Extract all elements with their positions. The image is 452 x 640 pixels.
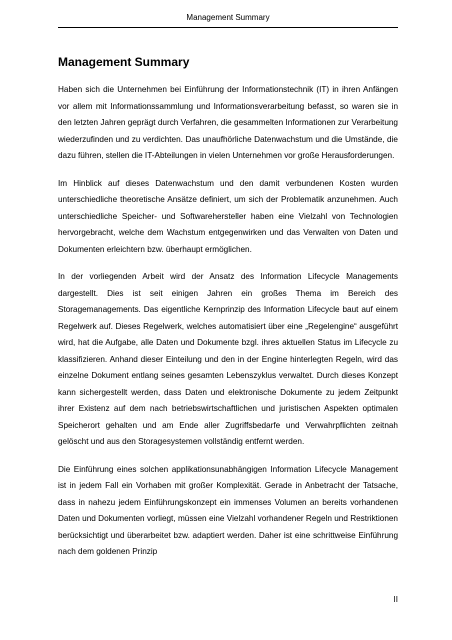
paragraph-3: In der vorliegenden Arbeit wird der Ansatz des Information Lifecycle Managements dargestellt. Dies ist seit einigen Jahren ein großes Thema im Bereich des Storagemanagements. Das eigentliche Kernprinzip des Information Lifecycle baut auf einem Regelwerk auf. Dieses Regelwerk, welches automatisiert über eine „Regelengine“ ausgeführt wird, hat die Aufgabe, alle Daten und Dokumente bzgl. ihres aktuellen Status im Lifecycle zu klassifizieren. Anhand dieser Einteilung und den in der Engine hinterlegten Regeln, wird das einzelne Dokument entlang seines gesamten Lebenszyklus verwaltet. Durch dieses Konzept kann sichergestellt werden, dass Daten und elektronische Dokumente zu jedem Zeitpunkt ihrer Existenz auf dem nach betriebswirtschaftlichen und juristischen Aspekten optimalen Speicherort gehalten und am Ende aller Zugriffsbedarfe und Verwahrpflichten zeitnah gelöscht und aus den Storagesystemen vollständig entfernt werden. [58,272,398,446]
paragraph-1: Haben sich die Unternehmen bei Einführung der Informationstechnik (IT) in ihren Anfängen vor allem mit Informationssammlung und Informationsverarbeitung befasst, so waren sie in den letzten Jahren geprägt durch Verfahren, die gesammelten Informationen zur Verarbeitung wiederzufinden und zu verdichten. Das unaufhörliche Datenwachstum und die Umstände, die dazu führen, stellen die IT-Abteilungen in vielen Unternehmen vor große Herausforderungen. [58,85,398,160]
running-header: Management Summary [186,13,270,22]
header-rule [58,27,398,28]
body-text [58,82,398,572]
paragraph-2: Im Hinblick auf dieses Datenwachstum und den damit verbundenen Kosten wurden unterschiedliche theoretische Ansätze definiert, um sich der Problematik anzunehmen. Auch unterschiedliche Speicher- und Softwarehersteller haben eine Vielzahl von Technologien hervorgebracht, welche dem Wachstum entgegenwirken und das Verwalten von Daten und Dokumenten erleichtern bzw. überhaupt ermöglichen. [58,178,398,254]
section-title: Management Summary [58,55,190,69]
paragraph-4: Die Einführung eines solchen applikationsunabhängigen Information Lifecycle Management ist in jedem Fall ein Vorhaben mit großer Komplexität. Gerade in Anbetracht der Tatsache, dass in nahezu jedem Einführungskonzept ein immenses Volumen an bereits vorhandenen Daten und Dokumenten vorliegt, müssen eine Vielzahl vorhandener Regeln und Restriktionen berücksichtigt und überarbeitet bzw. adaptiert werden. Daher ist eine schrittweise Einführung nach dem goldenen Prinzip [58,464,398,556]
page-number: II [393,595,398,604]
